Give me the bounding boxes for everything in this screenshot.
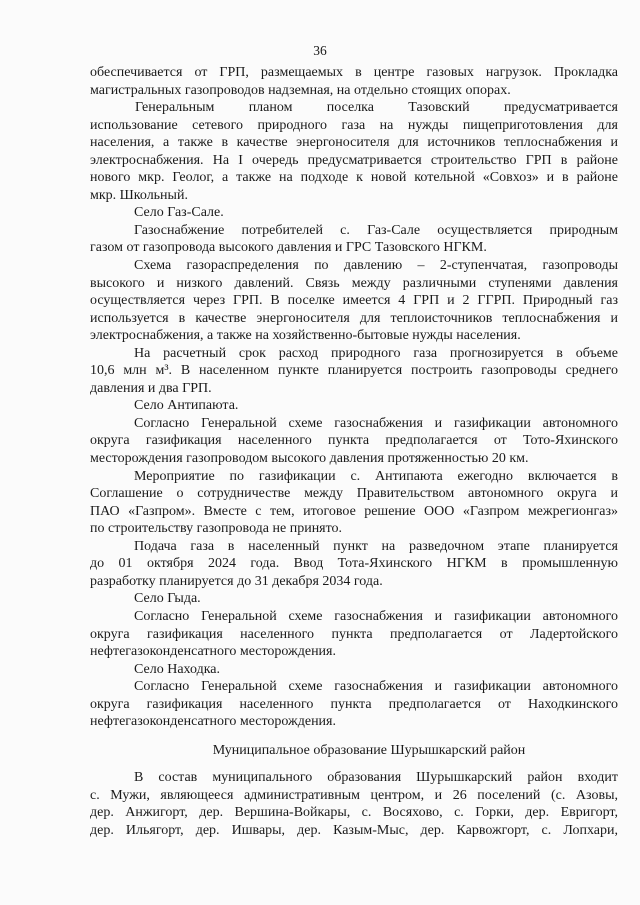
- text-line: нефтегазоконденсатного месторождения.: [90, 714, 336, 730]
- text-line: с. Мужи, являющееся административным центром, и 26 поселений (с. Азовы,: [90, 787, 618, 803]
- text-line: дер. Анжигорт, дер. Вершина-Войкары, с. Восяхово, с. Горки, дер. Евригорт,: [90, 805, 618, 821]
- text-line: Село Газ-Сале.: [134, 205, 224, 221]
- text-line: Согласно Генеральной схеме газоснабжения и газификации автономного: [134, 415, 618, 431]
- text-line: по строительству газопровода не принято.: [90, 521, 343, 537]
- text-line: разработку планируется до 31 декабря 2034 года.: [90, 573, 383, 589]
- text-line: населения, а также в качестве энергоносителя для источников теплоснабжения и: [90, 135, 618, 151]
- text-line: Схема газораспределения по давлению – 2-ступенчатая, газопроводы: [134, 258, 618, 274]
- text-line: Село Находка.: [134, 661, 221, 677]
- text-line: обеспечивается от ГРП, размещаемых в центре газовых нагрузок. Прокладка: [90, 65, 618, 80]
- text-line: до 01 октября 2024 года. Ввод Тота-Яхинского НГКМ в промышленную: [90, 556, 618, 572]
- page-number: 36: [313, 43, 327, 58]
- text-line: осуществляется через ГРП. В поселке имеется 4 ГРП и 2 ГГРП. Природный газ: [90, 293, 618, 309]
- text-line: Село Антипаюта.: [134, 398, 239, 414]
- text-line: ПАО «Газпром». Вместе с тем, итоговое решение ООО «Газпром межрегионгаз»: [90, 503, 618, 519]
- text-line: давления и два ГРП.: [90, 380, 212, 396]
- text-line: дер. Ильягорт, дер. Ишвары, дер. Казым-Мыс, дер. Карвожгорт, с. Лопхари,: [90, 822, 618, 838]
- text-line: Село Гыда.: [134, 591, 201, 607]
- text-line: магистральных газопроводов надземная, на отдельно стоящих опорах.: [90, 82, 511, 98]
- text-line: Согласно Генеральной схеме газоснабжения и газификации автономного: [134, 679, 618, 695]
- text-line: используется в качестве энергоносителя для теплоисточников теплоснабжения и: [90, 310, 618, 326]
- text-line: нового мкр. Геолог, а также на подходе к новой котельной «Совхоз» и в районе: [90, 170, 618, 186]
- text-line: электроснабжения. На I очередь предусматривается строительство ГРП в районе: [90, 152, 618, 168]
- section-heading: Муниципальное образование Шурышкарский район: [212, 742, 526, 758]
- document-body: [90, 64, 618, 840]
- text-line: нефтегазоконденсатного месторождения.: [90, 644, 336, 660]
- text-line: На расчетный срок расход природного газа прогнозируется в объеме: [134, 345, 618, 361]
- text-line: округа газификация населенного пункта предполагается от Находкинского: [90, 696, 618, 712]
- text-line: месторождения газопроводом высокого давления протяженностью 20 км.: [90, 451, 529, 467]
- text-line: Подача газа в населенный пункт на разведочном этапе планируется: [134, 538, 618, 554]
- text-line: электроснабжения, а также на хозяйственно-бытовые нужды населения.: [90, 328, 521, 344]
- text-line: Соглашение о сотрудничестве между Правительством автономного округа и: [90, 486, 618, 502]
- text-line: 10,6 млн м³. В населенном пункте планируется построить газопроводы среднего: [90, 363, 618, 379]
- text-line: использование сетевого природного газа на нужды пищеприготовления для: [90, 117, 618, 133]
- text-line: Согласно Генеральной схеме газоснабжения и газификации автономного: [134, 608, 618, 624]
- text-line: высокого и низкого давлений. Связь между различными ступенями давления: [90, 275, 618, 291]
- text-line: В состав муниципального образования Шурышкарский район входит: [134, 770, 618, 786]
- text-line: округа газификация населенного пункта предполагается от Ладертойского: [90, 626, 618, 642]
- text-line: мкр. Школьный.: [90, 187, 188, 203]
- text-line: Газоснабжение потребителей с. Газ-Сале осуществляется природным: [134, 222, 618, 238]
- text-line: Мероприятие по газификации с. Антипаюта ежегодно включается в: [134, 468, 618, 484]
- text-line: газом от газопровода высокого давления и ГРС Тазовского НГКМ.: [90, 240, 487, 256]
- text-line: округа газификация населенного пункта предполагается от Тото-Яхинского: [90, 433, 618, 449]
- text-line: Генеральным планом поселка Тазовский предусматривается: [135, 100, 618, 116]
